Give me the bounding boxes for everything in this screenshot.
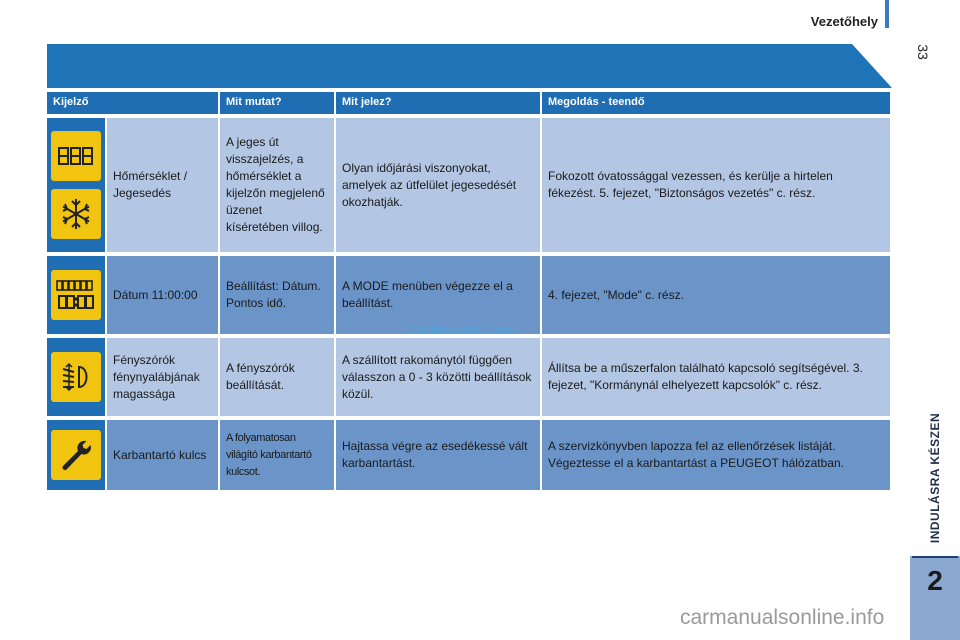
header-rule: [885, 0, 889, 28]
means-cell: Olyan időjárási viszonyokat, amelyek az útfelület jegesedését okozhatják.: [336, 118, 542, 252]
row-icon-cell: [47, 256, 107, 334]
watermark-carmanualsonline: carmanualsonline.info: [680, 606, 885, 629]
table-row: [47, 338, 892, 416]
means-cell: Hajtassa végre az esedékessé vált karbantartást.: [336, 420, 542, 490]
sidebar-section-label: INDULÁSRA KÉSZEN: [928, 412, 942, 544]
display-name-cell: Karbantartó kulcs: [107, 420, 220, 490]
wrench-icon: [51, 430, 101, 480]
display-name-cell: Dátum 11:00:00: [107, 256, 220, 334]
table-header-row: [47, 92, 892, 114]
action-cell: Állítsa be a műszerfalon található kapcsoló segítségével. 3. fejezet, "Kormánynál elhelyezett kapcsolók" c. rész.: [542, 338, 892, 416]
table-row: [47, 118, 892, 252]
action-cell: 4. fejezet, "Mode" c. rész.: [542, 256, 892, 334]
column-header-action: Megoldás - teendő: [542, 92, 892, 114]
action-cell: A szervizkönyvben lapozza fel az ellenőrzések listáját. Végeztesse el a karbantartást a PEUGEOT hálózatban.: [542, 420, 892, 490]
display-name-cell: Hőmérséklet / Jegesedés: [107, 118, 220, 252]
column-header-shows: Mit mutat?: [220, 92, 336, 114]
snowflake-icon: [51, 189, 101, 239]
watermark-carmanuals2: CarManuals2.com: [410, 322, 516, 337]
shows-cell: A jeges út visszajelzés, a hőmérséklet a kijelzőn megjelenő üzenet kíséretében villog.: [220, 118, 336, 252]
row-icon-cell: [47, 338, 107, 416]
column-header-means: Mit jelez?: [336, 92, 542, 114]
row-icon-cell: [47, 118, 107, 252]
shows-cell: Beállítást: Dátum. Pontos idő.: [220, 256, 336, 334]
shows-cell: A folyamatosan világító karbantartó kulcsot.: [220, 420, 336, 490]
indicator-table: [47, 92, 892, 490]
action-cell: Fokozott óvatossággal vezessen, és kerülje a hirtelen fékezést. 5. fejezet, "Biztonságos vezetés" c. rész.: [542, 118, 892, 252]
headlamp-level-icon: [51, 352, 101, 402]
means-cell: A szállított rakománytól függően válasszon a 0 - 3 közötti beállítások közül.: [336, 338, 542, 416]
display-name-cell: Fényszórók fénynyalábjának magassága: [107, 338, 220, 416]
column-header-display: Kijelző: [47, 92, 220, 114]
section-banner: [47, 44, 892, 88]
table-row: [47, 420, 892, 490]
shows-cell: A fényszórók beállítását.: [220, 338, 336, 416]
page-number: 33: [915, 44, 931, 60]
page-header-title: Vezetőhely: [810, 14, 878, 29]
row-icon-cell: [47, 420, 107, 490]
chapter-number: 2: [927, 565, 943, 596]
sidebar-rule: [912, 556, 958, 558]
means-cell: A MODE menüben végezze el a beállítást.: [336, 256, 542, 334]
date-time-display-icon: [51, 270, 101, 320]
thermometer-display-icon: [51, 131, 101, 181]
